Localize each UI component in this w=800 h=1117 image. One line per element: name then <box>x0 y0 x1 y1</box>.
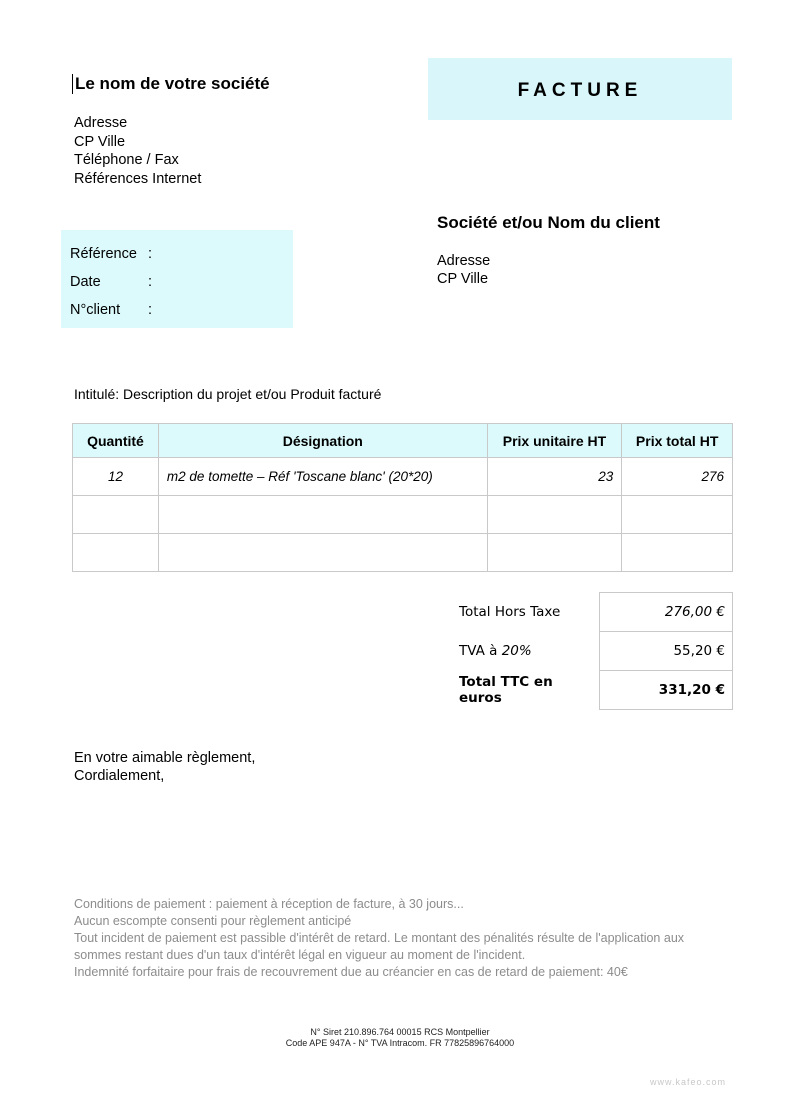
table-row <box>73 534 733 572</box>
client-number-sep: : <box>148 302 153 318</box>
reference-sep: : <box>148 246 153 262</box>
closing-block <box>74 749 255 785</box>
company-address-block <box>74 114 201 188</box>
cell-quantity <box>73 534 159 572</box>
legal-footer <box>0 1027 800 1049</box>
cell-quantity: 12 <box>73 458 159 496</box>
tva-label <box>452 632 600 671</box>
total-ttc-value: 331,20 € <box>600 671 733 710</box>
cell-total: 276 <box>622 458 733 496</box>
date-row <box>70 274 152 290</box>
date-sep: : <box>148 274 153 290</box>
cell-unit-price: 23 <box>487 458 622 496</box>
company-city: CP Ville <box>74 133 126 150</box>
tva-rate: 20% <box>501 643 532 659</box>
reference-label: Référence <box>70 246 137 262</box>
company-name: Le nom de votre société <box>72 74 270 94</box>
reference-row <box>70 246 152 262</box>
client-address: Adresse <box>437 253 491 269</box>
date-label: Date <box>70 274 101 290</box>
tva-value: 55,20 € <box>600 632 733 671</box>
invoice-title: FACTURE <box>517 80 643 101</box>
total-ttc-row <box>452 671 733 710</box>
totals-table <box>452 592 733 710</box>
cell-unit-price <box>487 496 622 534</box>
condition-line: Indemnité forfaitaire pour frais de recouvrement due au créancier en cas de retard de paiement: 40€ <box>74 965 628 979</box>
invoice-title-box <box>428 58 732 120</box>
table-row <box>73 496 733 534</box>
ape-line: Code APE 947A - N° TVA Intracom. FR 77825896764000 <box>285 1038 515 1048</box>
cell-total <box>622 534 733 572</box>
watermark: www.kafeo.com <box>650 1077 727 1087</box>
header-designation: Désignation <box>158 424 487 458</box>
cell-designation: m2 de tomette – Réf 'Toscane blanc' (20*20) <box>158 458 487 496</box>
cell-designation <box>158 534 487 572</box>
reference-box <box>61 230 293 328</box>
client-name: Société et/ou Nom du client <box>437 213 660 232</box>
closing-line: En votre aimable règlement, <box>74 750 256 766</box>
company-phone: Téléphone / Fax <box>74 152 179 168</box>
company-web: Références Internet <box>74 170 202 187</box>
cell-designation <box>158 496 487 534</box>
cell-unit-price <box>487 534 622 572</box>
invoice-subject: Intitulé: Description du projet et/ou Produit facturé <box>74 386 382 402</box>
tva-row <box>452 632 733 671</box>
table-row <box>73 458 733 496</box>
client-number-row <box>70 302 152 318</box>
header-unit-price: Prix unitaire HT <box>487 424 622 458</box>
items-table <box>72 423 733 572</box>
header-total-price: Prix total HT <box>622 424 733 458</box>
condition-line: Conditions de paiement : paiement à réception de facture, à 30 jours... <box>74 897 464 911</box>
company-address: Adresse <box>74 115 128 131</box>
tva-label-prefix: TVA à <box>459 643 502 659</box>
total-ht-row <box>452 593 733 632</box>
client-city: CP Ville <box>437 271 489 287</box>
condition-line: Tout incident de paiement est passible d'intérêt de retard. Le montant des pénalités résulte de l'application aux sommes restant dues d'un taux d'intérêt légal en vigueur au moment de l'incident. <box>74 931 685 962</box>
items-header-row <box>73 424 733 458</box>
condition-line: Aucun escompte consenti pour règlement anticipé <box>74 914 352 928</box>
header-quantity: Quantité <box>73 424 159 458</box>
total-ht-value: 276,00 € <box>600 593 733 632</box>
payment-conditions <box>74 896 734 981</box>
client-address-block <box>437 252 490 288</box>
cell-quantity <box>73 496 159 534</box>
closing-line: Cordialement, <box>74 768 165 784</box>
cell-total <box>622 496 733 534</box>
total-ht-label: Total Hors Taxe <box>459 604 561 620</box>
client-number-label: N°client <box>70 302 121 318</box>
total-ttc-label: Total TTC en euros <box>459 674 553 706</box>
siret-line: N° Siret 210.896.764 00015 RCS Montpellier <box>310 1027 490 1037</box>
